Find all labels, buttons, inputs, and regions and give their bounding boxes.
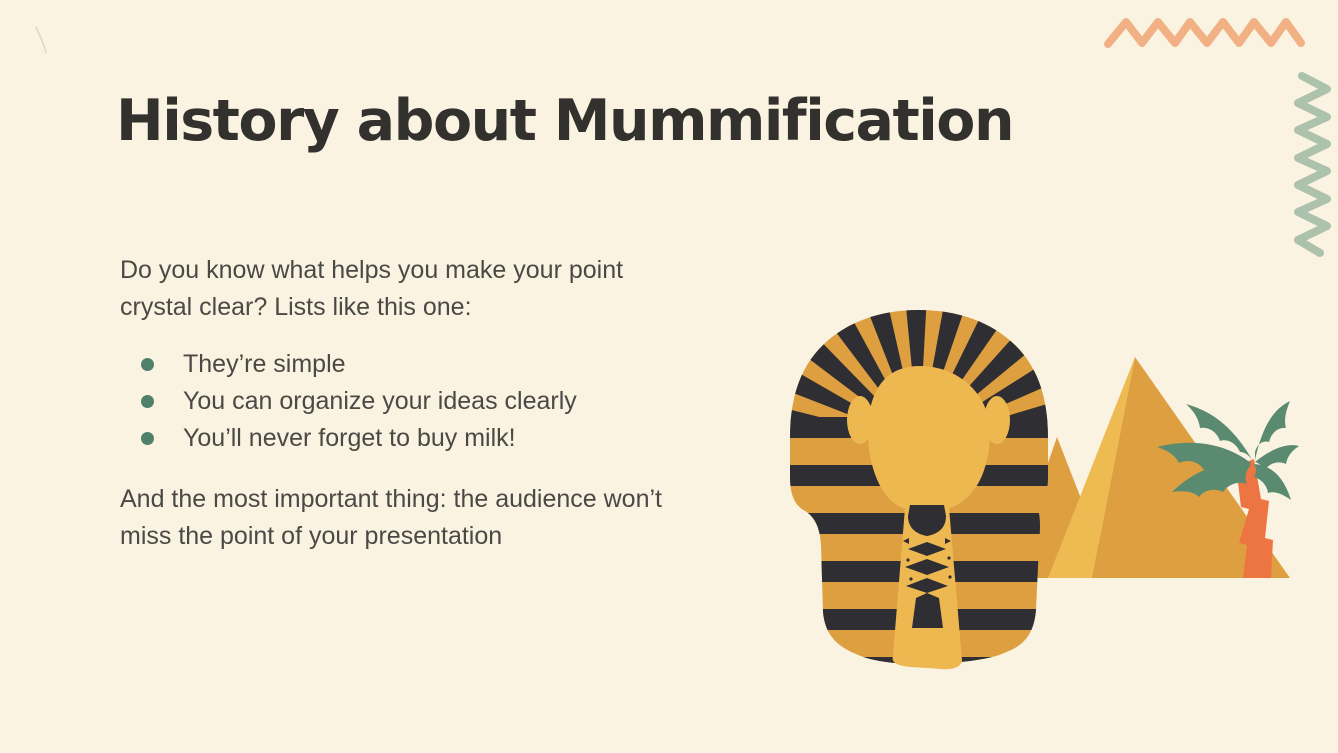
pen-stroke-icon [36, 27, 46, 53]
outro-paragraph: And the most important thing: the audience won’t miss the point of your presentation [120, 485, 662, 550]
zigzag-horizontal-icon [1108, 22, 1301, 44]
list-item-label: They’re simple [183, 350, 346, 378]
list-item-label: You’ll never forget to buy milk! [183, 424, 516, 452]
slide-title: History about Mummification [116, 88, 1014, 154]
intro-paragraph: Do you know what helps you make your point crystal clear? Lists like this one: [120, 256, 624, 321]
pharaoh-mask-illustration [749, 272, 1089, 678]
list-item-label: You can organize your ideas clearly [183, 387, 577, 415]
zigzag-vertical-icon [1298, 76, 1327, 253]
